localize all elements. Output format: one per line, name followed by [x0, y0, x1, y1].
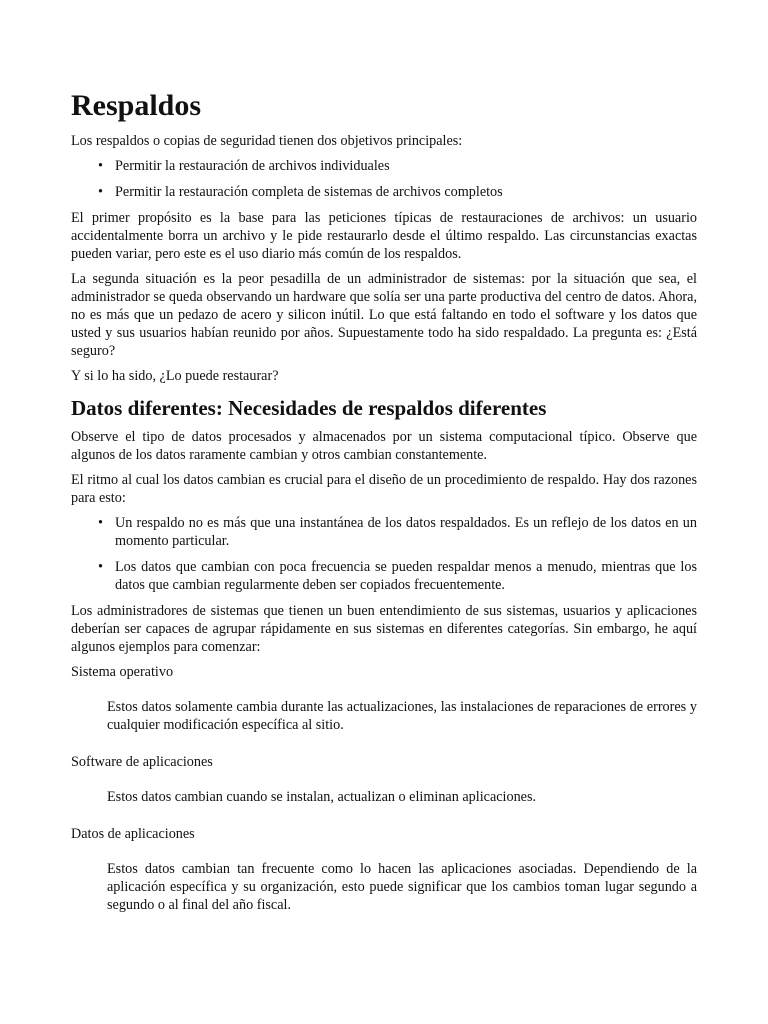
category-term: Sistema operativo	[71, 664, 174, 680]
bullet-icon: •	[98, 515, 103, 531]
section-heading: Datos diferentes: Necesidades de respaldos diferentes	[71, 396, 547, 420]
category-definition: Estos datos solamente cambia durante las actualizaciones, las instalaciones de reparaciones de errores y cualquier modificación específica al sitio.	[107, 699, 697, 733]
list-item	[98, 514, 697, 550]
bullet-icon: •	[98, 184, 103, 200]
reasons-list	[71, 514, 697, 594]
body-paragraph: Observe el tipo de datos procesados y almacenados por un sistema computacional típico. Observe que algunos de los datos raramente cambian y otros cambian constantemente.	[71, 429, 697, 463]
list-item	[98, 183, 697, 201]
list-item-text: Los datos que cambian con poca frecuencia se pueden respaldar menos a menudo, mientras que los datos que cambian regularmente deben ser copiados frecuentemente.	[115, 559, 697, 593]
body-paragraph: Y si lo ha sido, ¿Lo puede restaurar?	[71, 368, 279, 384]
category-term: Datos de aplicaciones	[71, 826, 195, 842]
intro-paragraph: Los respaldos o copias de seguridad tienen dos objetivos principales:	[71, 133, 463, 149]
list-item	[98, 157, 697, 175]
objectives-list	[71, 157, 697, 201]
body-paragraph: Los administradores de sistemas que tienen un buen entendimiento de sus sistemas, usuarios y aplicaciones deberían ser capaces de agrupar rápidamente en sus sistemas en diferentes categorías. Sin embargo, he aquí algunos ejemplos para comenzar:	[71, 603, 697, 655]
list-item-text: Un respaldo no es más que una instantánea de los datos respaldados. Es un reflejo de los datos en un momento particular.	[115, 515, 697, 549]
bullet-icon: •	[98, 559, 103, 575]
list-item-text: Permitir la restauración de archivos individuales	[115, 158, 390, 174]
category-definition: Estos datos cambian cuando se instalan, actualizan o eliminan aplicaciones.	[107, 789, 537, 805]
category-term: Software de aplicaciones	[71, 754, 213, 770]
body-paragraph: La segunda situación es la peor pesadilla de un administrador de sistemas: por la situación que sea, el administrador se queda observando un hardware que solía ser una parte productiva del centro de datos. Ahora, no es más que un pedazo de acero y silicon inútil. Lo que está faltando en todo el software y los datos que usted y sus usuarios habían reunido por años. Supuestamente todo ha sido respaldado. La pregunta es: ¿Está seguro?	[71, 271, 697, 359]
list-item-text: Permitir la restauración completa de sistemas de archivos completos	[115, 184, 503, 200]
category-list	[71, 663, 697, 914]
page-title: Respaldos	[71, 89, 202, 122]
category-definition: Estos datos cambian tan frecuente como lo hacen las aplicaciones asociadas. Dependiendo de la aplicación específica y su organización, esto puede significar que los cambios toman lugar segundo a segundo o al final del año fiscal.	[107, 861, 697, 913]
list-item	[98, 558, 697, 594]
bullet-icon: •	[98, 158, 103, 174]
body-paragraph: El primer propósito es la base para las peticiones típicas de restauraciones de archivos: un usuario accidentalmente borra un archivo y le pide restaurarlo desde el último respaldo. Las circunstancias exactas pueden variar, pero este es el uso diario más común de los respaldos.	[71, 210, 697, 262]
body-paragraph: El ritmo al cual los datos cambian es crucial para el diseño de un procedimiento de respaldo. Hay dos razones para esto:	[71, 472, 697, 506]
